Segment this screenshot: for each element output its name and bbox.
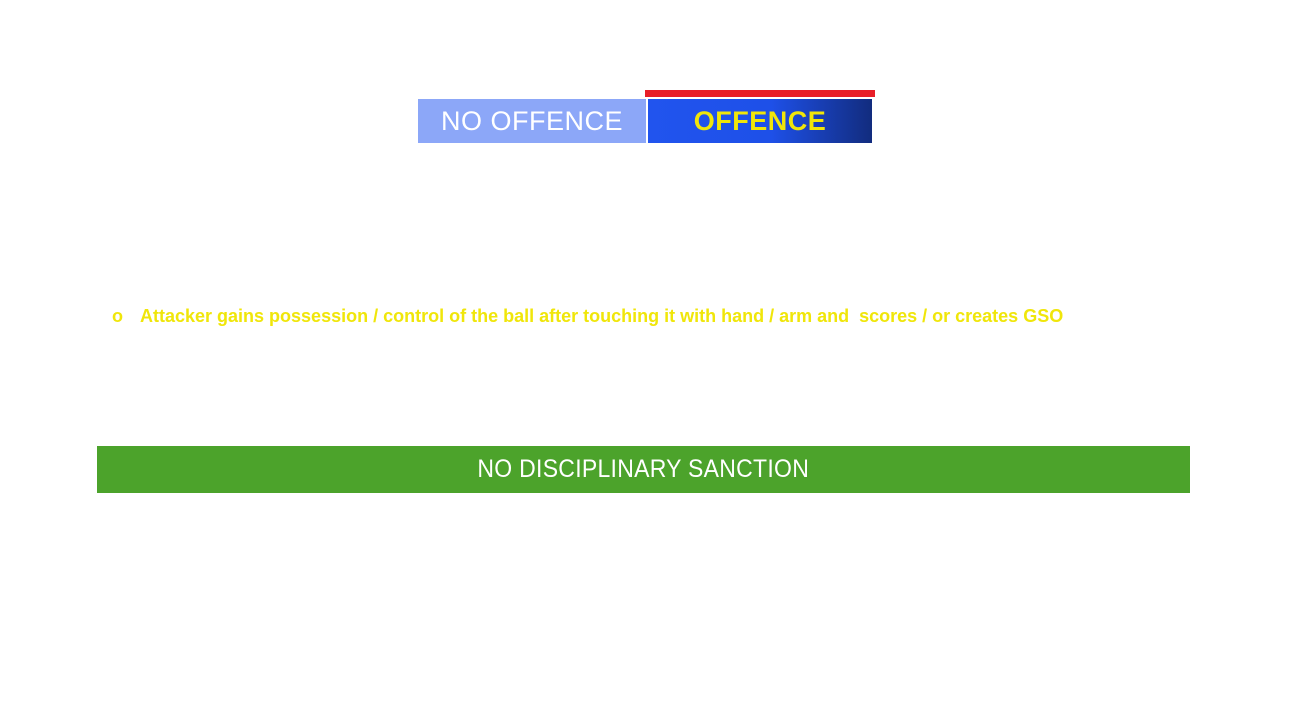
offence-active-indicator-bar <box>645 90 875 97</box>
sanction-banner-label: NO DISCIPLINARY SANCTION <box>477 455 810 483</box>
tab-offence-label: OFFENCE <box>693 105 827 136</box>
bullet-marker: o <box>112 306 123 326</box>
bullet-line <box>112 304 1063 328</box>
tab-offence[interactable] <box>648 99 872 143</box>
tab-no-offence[interactable] <box>418 99 646 143</box>
sanction-banner <box>97 446 1190 493</box>
tab-no-offence-label: NO OFFENCE <box>440 105 623 136</box>
bullet-text: Attacker gains possession / control of the ball after touching it with hand / arm and scores / or creates GSO <box>140 306 1064 326</box>
